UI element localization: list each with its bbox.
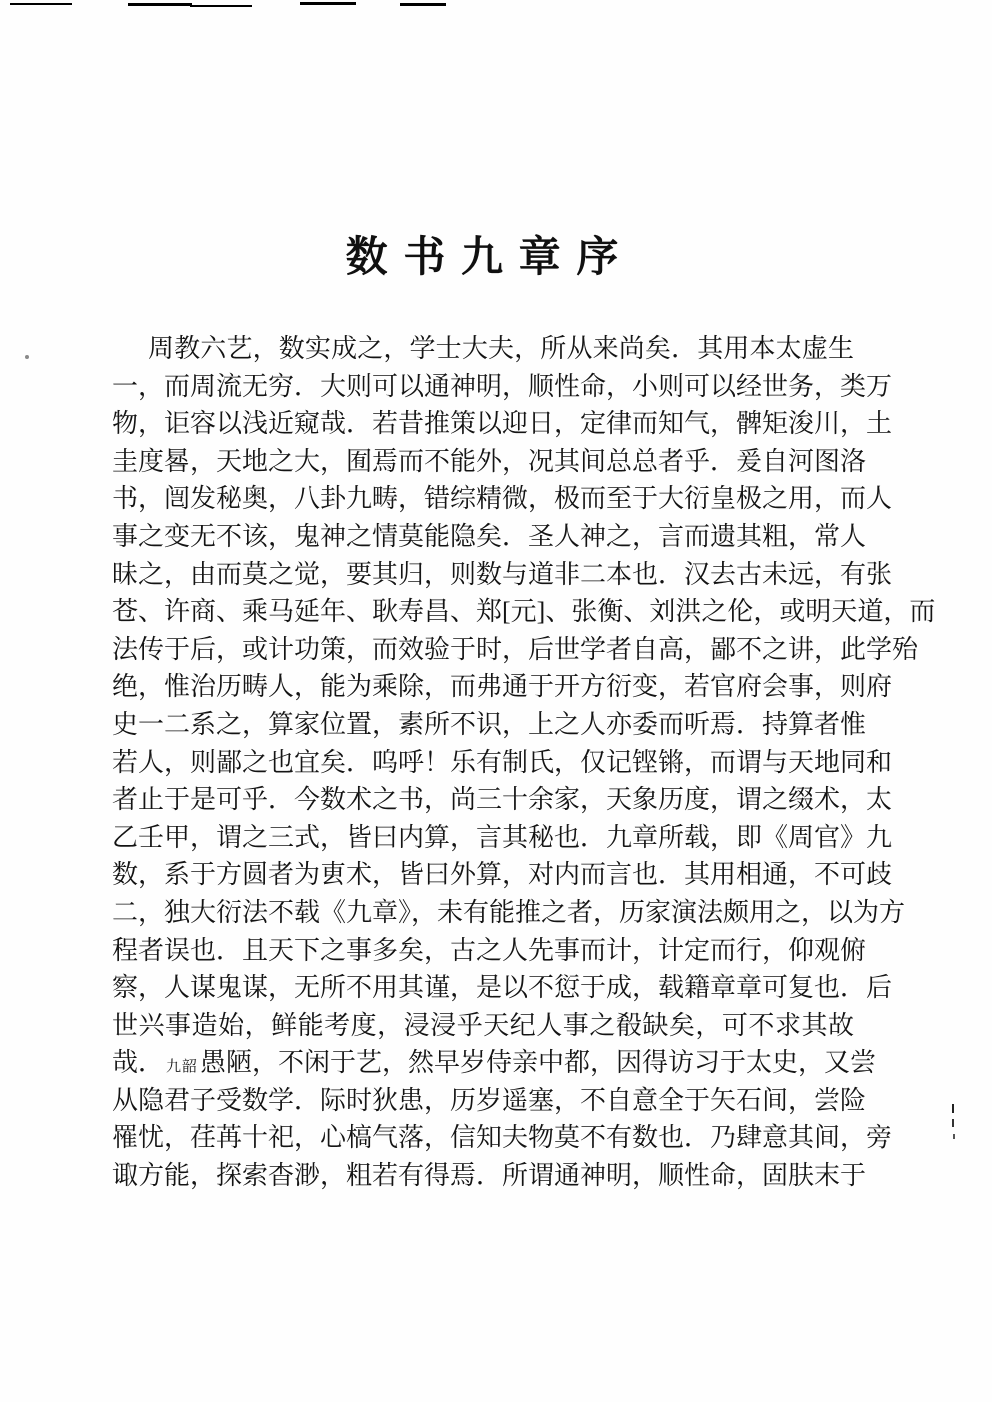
text-line-23: 诹方能，探索杳渺，粗若有得焉．所谓通神明，顺性命，固肤末于 [112, 1161, 867, 1191]
scan-artifact-right-dash-3 [953, 1134, 955, 1139]
text-line-16: 二，独大衍法不载《九章》，未有能推之者，历家演法颇用之，以为方 [112, 897, 906, 927]
scan-artifact-right-dash-2 [952, 1119, 954, 1127]
text-line-12: 若人，则鄙之也宜矣．呜呼！乐有制氏，仅记铿锵，而谓与天地同和 [112, 747, 893, 777]
text-line-2: 一，而周流无穷．大则可以通神明，顺性命，小则可以经世务，类万 [112, 371, 893, 401]
author-name-small: 九韶 [166, 1059, 199, 1076]
text-line-20-rest: 愚陋，不闲于艺，然早岁侍亲中都，因得访习于太史，又尝 [200, 1048, 877, 1078]
scan-artifact-top-rule-2 [128, 3, 192, 6]
scan-artifact-top-rule-5 [400, 3, 446, 6]
text-line-22: 罹忧，荏苒十祀，心槁气落，信知夫物莫不有数也．乃肆意其间，旁 [112, 1123, 893, 1153]
scan-artifact-top-rule-4 [300, 2, 356, 5]
text-line-10: 绝，惟治历畴人，能为乘除，而弗通于开方衍变，若官府会事，则府 [112, 672, 893, 702]
scan-artifact-top-rule-3 [190, 5, 252, 7]
scan-artifact-speck [25, 355, 29, 359]
text-line-13: 者止于是可乎．今数术之书，尚三十余家，天象历度，谓之缀术，太 [112, 785, 893, 815]
text-line-9: 法传于后，或计功策，而效验于时，后世学者自高，鄙不之讲，此学殆 [112, 634, 919, 664]
text-line-20-prefix: 哉． [112, 1048, 165, 1078]
scan-artifact-top-rule-1 [10, 3, 72, 5]
text-line-11: 史一二系之，算家位置，素所不识，上之人亦委而听焉．持算者惟 [112, 709, 867, 739]
text-line-18: 察，人谋鬼谋，无所不用其谨，是以不愆于成，载籍章章可复也．后 [112, 973, 893, 1003]
text-line-19: 世兴事造始，鲜能考度，浸浸乎天纪人事之殽缺矣，可不求其故 [112, 1010, 854, 1040]
scan-artifact-right-dash-1 [952, 1104, 954, 1113]
text-line-14: 乙壬甲，谓之三式，皆曰内算，言其秘也．九章所载，即《周官》九 [112, 822, 893, 852]
preface-body [112, 330, 936, 1195]
text-line-6: 事之变无不该，鬼神之情莫能隐矣．圣人神之，言而遗其粗，常人 [112, 521, 867, 551]
text-line-7: 昧之，由而莫之觉，要其归，则数与道非二本也．汉去古未远，有张 [112, 559, 893, 589]
text-line-15: 数，系于方圆者为叀术，皆曰外算，对内而言也．其用相通，不可歧 [112, 860, 893, 890]
text-line-1: 周教六艺，数实成之，学士大夫，所从来尚矣．其用本太虚生 [148, 334, 854, 363]
text-line-21: 从隐君子受数学．际时狄患，历岁遥塞，不自意全于矢石间，尝险 [112, 1085, 867, 1115]
text-line-3: 物，讵容以浅近窥哉．若昔推策以迎日，定律而知气，髀矩浚川，土 [112, 409, 893, 439]
page-title: 数 书 九 章 序 [345, 233, 621, 280]
text-line-4: 圭度晷，天地之大，囿焉而不能外，况其间总总者乎．爰自河图洛 [112, 446, 867, 476]
text-line-8: 苍、许商、乘马延年、耿寿昌、郑[元]、张衡、刘洪之伦，或明天道，而 [112, 597, 936, 627]
text-line-17: 程者误也．且天下之事多矣，古之人先事而计，计定而行，仰观俯 [112, 935, 867, 965]
text-line-20 [112, 1044, 877, 1082]
text-line-5: 书，闿发秘奥，八卦九畴，错综精微，极而至于大衍皇极之用，而人 [112, 484, 893, 514]
